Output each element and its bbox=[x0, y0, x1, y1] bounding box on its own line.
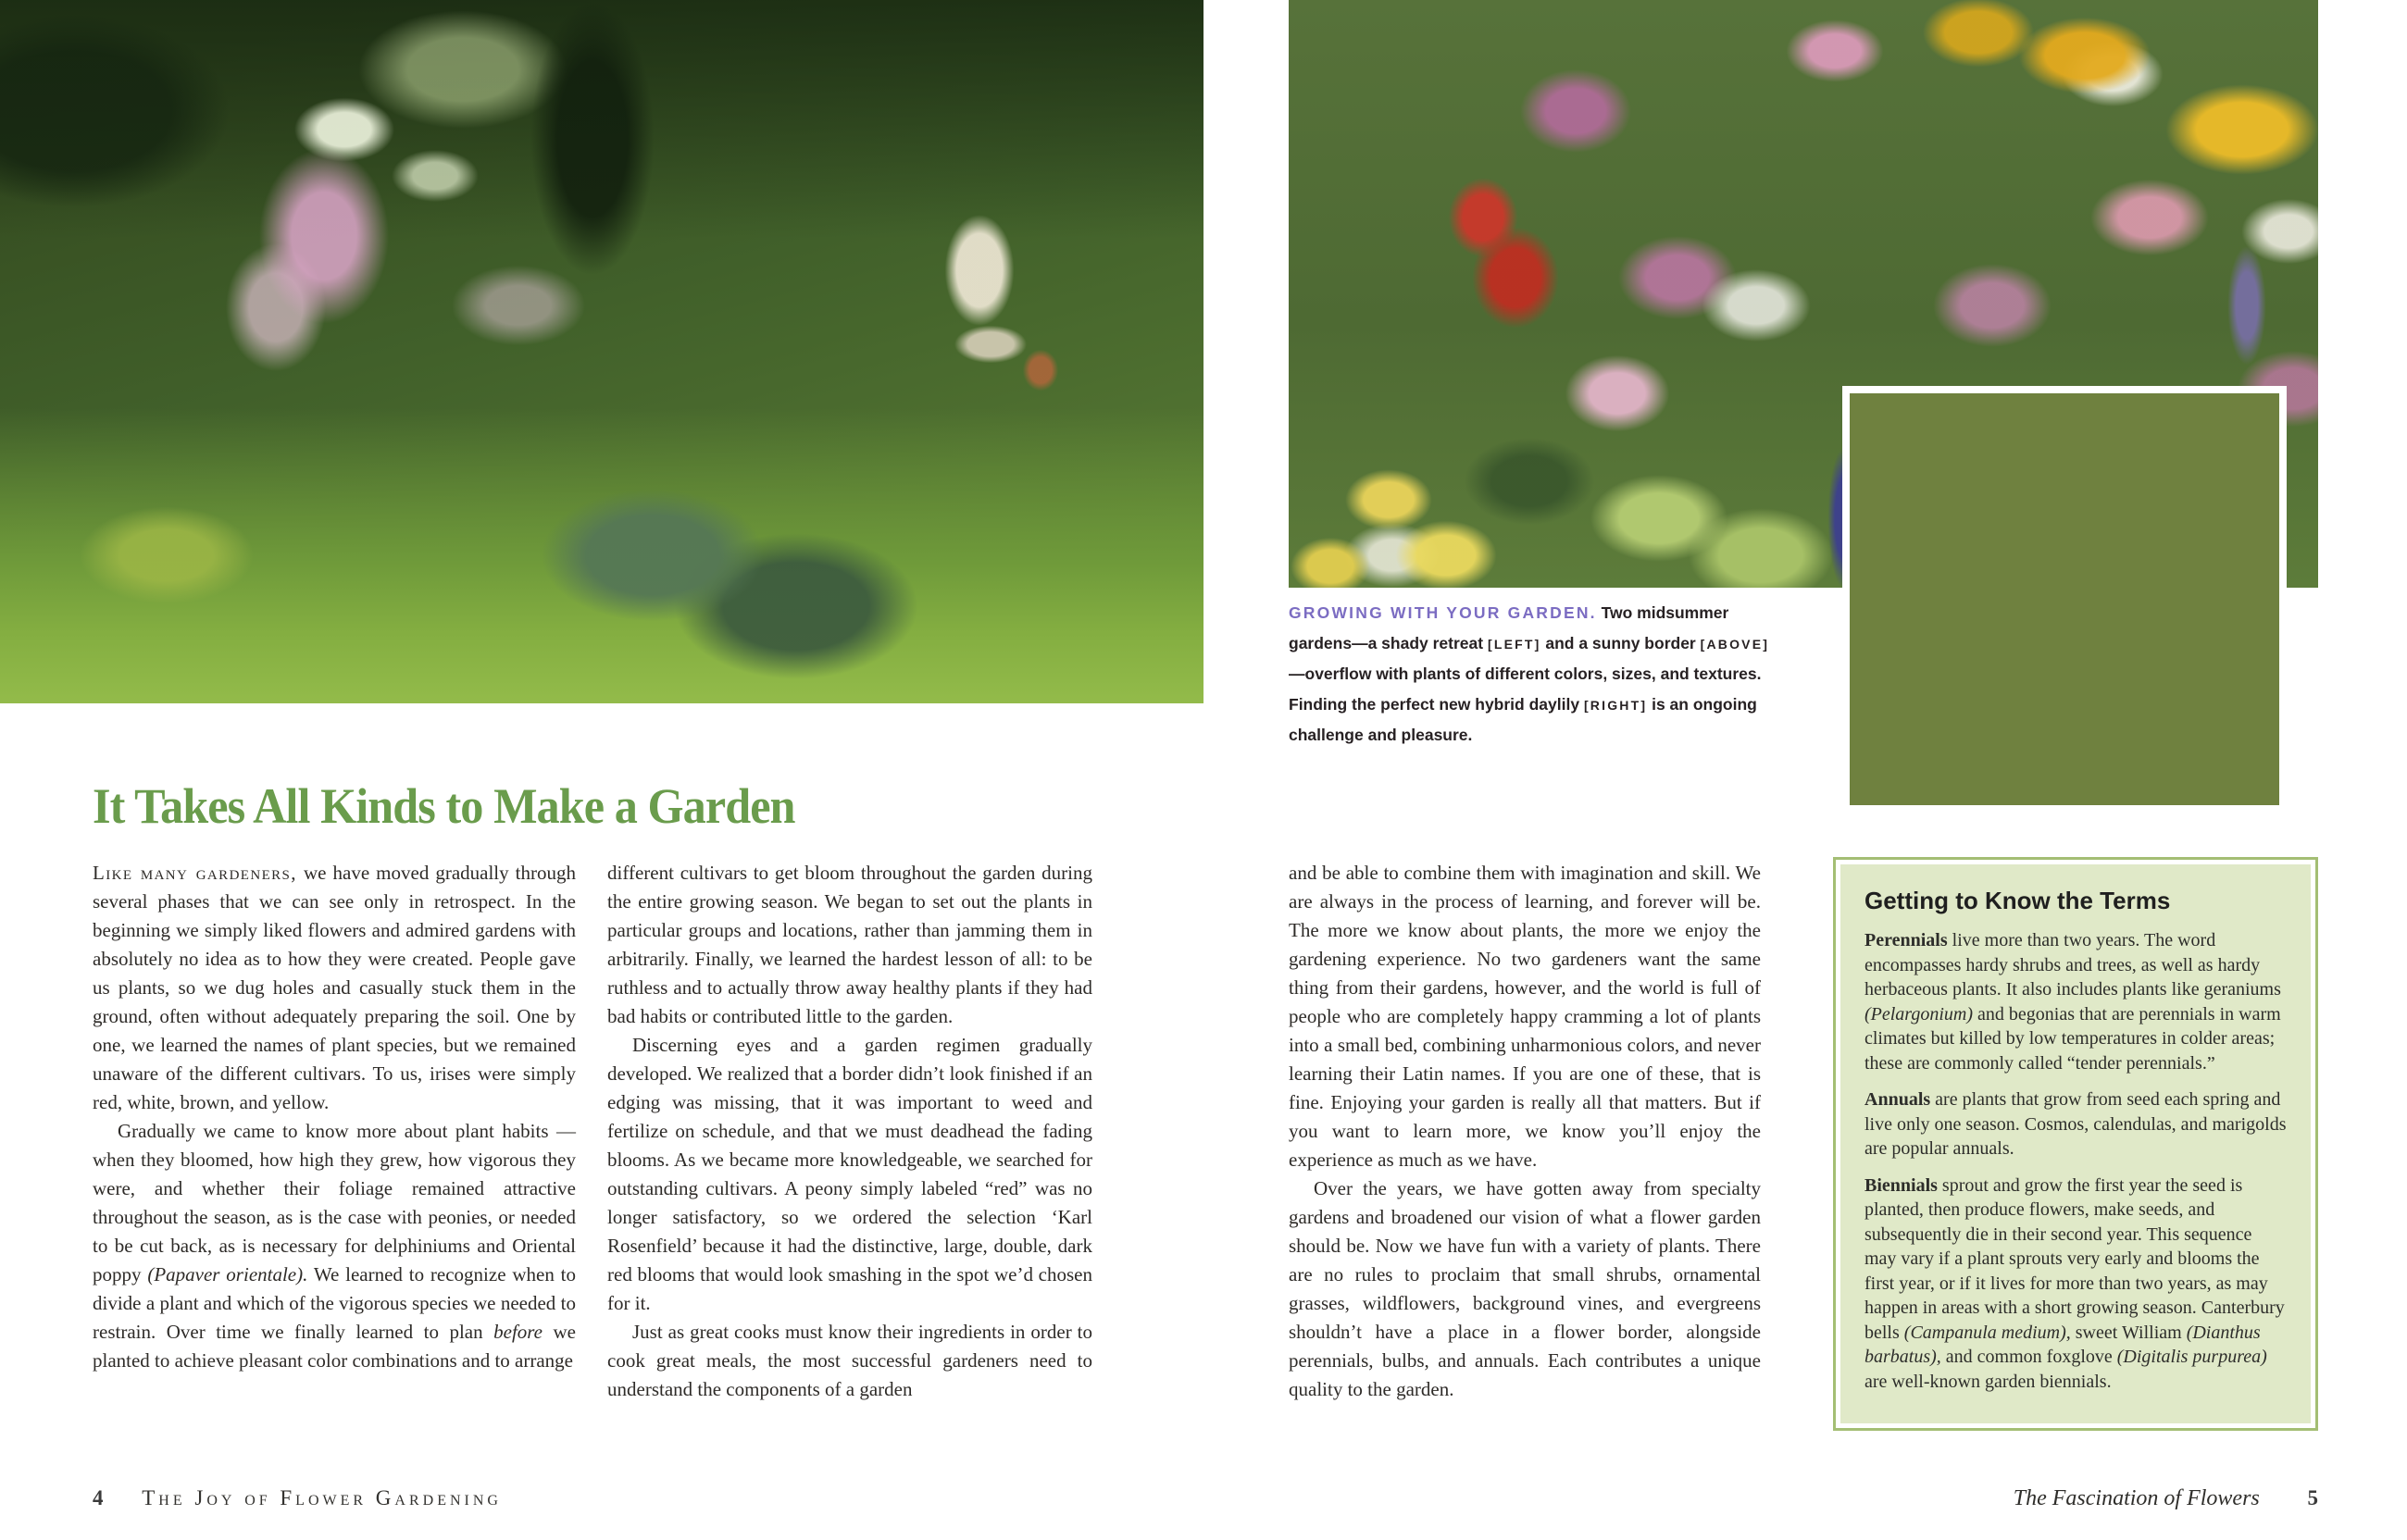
paragraph: different cultivars to get bloom throughout the garden during the entire growing season. We began to set out the plants in particular groups and locations, rather than jamming them in arbitrarily. Finally, we learned the hardest lesson of all: to be ruthless and to actually throw away healthy plants if they had bad habits or contributed little to the garden. bbox=[607, 862, 1092, 1027]
footer-right bbox=[2014, 1486, 2318, 1511]
shady-garden-photo bbox=[0, 0, 1204, 703]
paragraph: Discerning eyes and a garden regimen gradually developed. We realized that a border didn’t look finished if an edging was missing, that it was important to weed and fertilize on schedule, and that we must deadhead the fading blooms. As we became more knowledgeable, we searched for outstanding cultivars. A peony simply labeled “red” was no longer satisfactory, so we ordered the selection ‘Karl Rosenfield’ because it had the distinctive, large, double, dark red blooms that would look smashing in the spot we’d chosen for it. bbox=[607, 1034, 1092, 1314]
paragraph: Like many gardeners, we have moved gradually through several phases that we can see only in retrospect. In the beginning we simply liked flowers and admired gardens with absolutely no idea as to how they were created. People gave us plants, so we dug holes and casually stuck them in the ground, often without adequately preparing the soil. One by one, we learned the names of plant species, but we remained unaware of the different cultivars. To us, irises were simply red, white, brown, and yellow. bbox=[93, 862, 576, 1113]
paragraph: Over the years, we have gotten away from specialty gardens and broadened our vision of what a flower garden should be. Now we have fun with a variety of plants. There are no rules to proclaim that small shrubs, ornamental grasses, wildflowers, background vines, and evergreens shouldn’t have a place in a flower border, alongside perennials, bulbs, and annuals. Each contributes a unique quality to the garden. bbox=[1289, 1177, 1761, 1400]
footer-left bbox=[93, 1486, 502, 1510]
page-number-left: 4 bbox=[93, 1486, 104, 1509]
paragraph: Gradually we came to know more about plant habits —when they bloomed, how high they grew, how vigorous they were, and whether their foliage remained attractive throughout the season, as is the case with peonies, or needed to be cut back, as is necessary for delphiniums and Oriental poppy (Papaver orientale). We learned to recognize when to divide a plant and which of the vigorous species we needed to restrain. Over time we finally learned to plan before we planted to achieve pleasant color combinations and to arrange bbox=[93, 1120, 577, 1372]
chapter-heading: It Takes All Kinds to Make a Garden bbox=[93, 778, 795, 834]
running-head-right: The Fascination of Flowers bbox=[2013, 1486, 2260, 1510]
sidebar-paragraph-biennials: Biennials sprout and grow the first year the seed is planted, then produce flowers, make seeds, and subsequently die in their second year. This sequence may vary if a plant sprouts very early and blooms the first year, or if it lives for more than two years, as may happen in areas with a short growing season. Canterbury bells (Campanula medium), sweet William (Dianthus barbatus), and common foxglove (Digitalis purpurea) are well-known garden biennials. bbox=[1864, 1174, 2285, 1392]
paragraph: and be able to combine them with imagination and skill. We are always in the process of learning, and forever will be. The more we know about plants, the more we enjoy the gardening experience. No two gardeners want the same thing from their gardens, however, and the world is full of people who are completely happy cramming a lot of plants into a small bed, combining unharmonious colors, and never learning their Latin names. If you are one of these, that is fine. Enjoying your garden is really all that matters. But if you want to learn more, we know you’ll enjoy the experience as much as we have. bbox=[1289, 862, 1761, 1171]
paragraph: Just as great cooks must know their ingredients in order to cook great meals, the most successful gardeners need to understand the components of a garden bbox=[607, 1321, 1092, 1400]
photo-caption: GROWING WITH YOUR GARDEN. Two midsummer gardens—a shady retreat [LEFT] and a sunny border [ABOVE]—overflow with plants of different colors, sizes, and textures. Finding the perfect new hybrid daylily [RIGHT] is an ongoing challenge and pleasure. bbox=[1289, 603, 1770, 744]
terms-sidebar-panel bbox=[1840, 864, 2311, 1423]
sidebar-paragraph-annuals: Annuals are plants that grow from seed each spring and live only one season. Cosmos, calendulas, and marigolds are popular annuals. bbox=[1864, 1089, 2287, 1159]
daylily-inset-photo bbox=[1842, 386, 2287, 813]
terms-sidebar bbox=[1833, 857, 2318, 1431]
body-column-1 bbox=[93, 859, 576, 1437]
running-head-left: The Joy of Flower Gardening bbox=[142, 1486, 502, 1509]
body-column-2 bbox=[607, 859, 1092, 1437]
body-column-3 bbox=[1289, 859, 1761, 1437]
sidebar-paragraph-perennials: Perennials live more than two years. The word encompasses hardy shrubs and trees, as well as hardy herbaceous plants. It also includes plants like geraniums (Pelargonium) and begonias that are perennials in warm climates but killed by low temperatures in colder areas; these are commonly called “tender perennials.” bbox=[1864, 930, 2281, 1074]
page-number-right: 5 bbox=[2307, 1486, 2318, 1509]
sidebar-title: Getting to Know the Terms bbox=[1864, 887, 2171, 914]
